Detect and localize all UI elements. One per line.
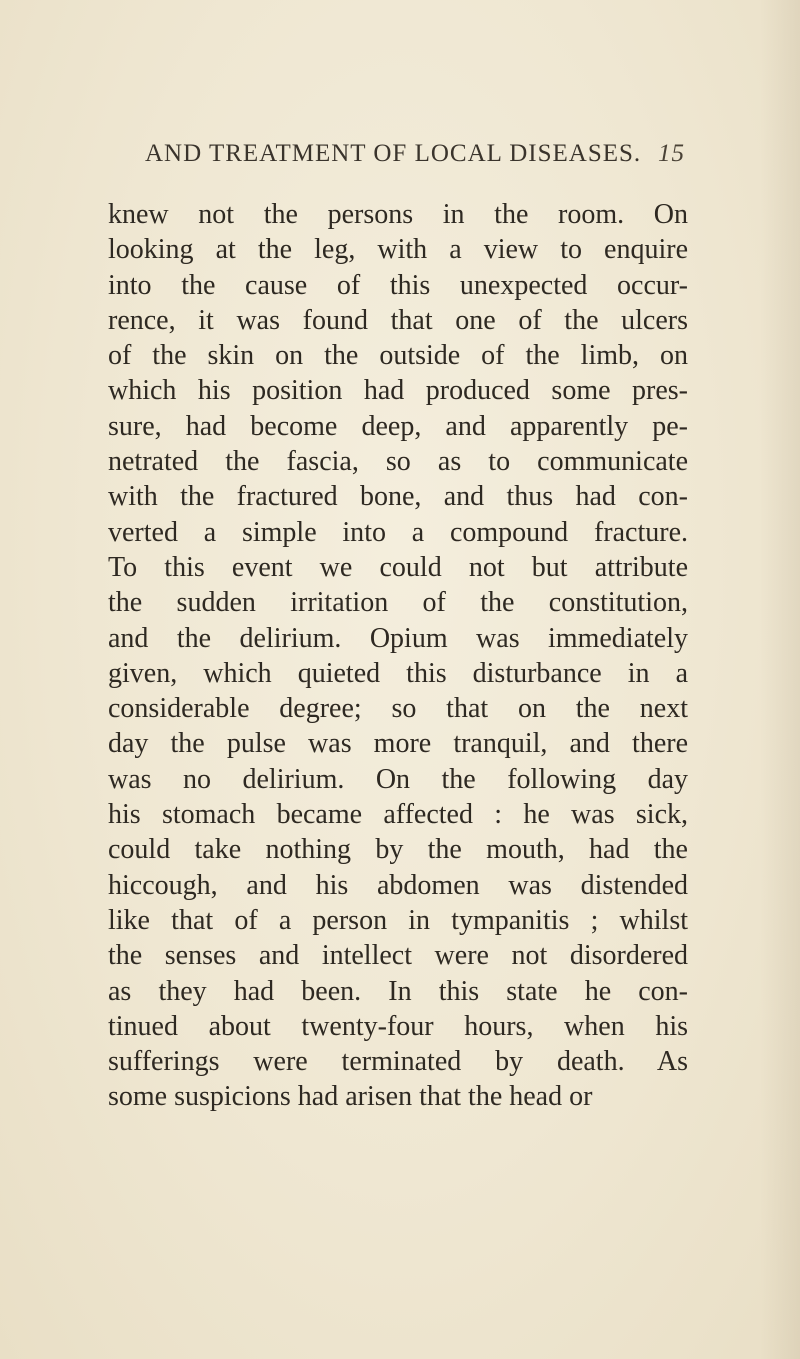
text-line: the senses and intellect were not disordered: [108, 940, 688, 972]
running-head: [145, 140, 685, 174]
text-line: hiccough, and his abdomen was distended: [108, 869, 688, 901]
text-line: and the delirium. Opium was immediately: [108, 622, 688, 654]
text-line: day the pulse was more tranquil, and there: [108, 728, 688, 760]
page-number: 15: [658, 140, 685, 167]
text-line: was no delirium. On the following day: [108, 763, 688, 795]
text-line: given, which quieted this disturbance in a: [108, 657, 688, 689]
text-line: verted a simple into a compound fracture.: [108, 516, 688, 548]
text-line: the sudden irritation of the constitution,: [108, 587, 688, 619]
text-line: could take nothing by the mouth, had the: [108, 834, 688, 866]
text-line: sure, had become deep, and apparently pe-: [108, 410, 688, 442]
text-line: considerable degree; so that on the next: [108, 693, 688, 725]
text-line: as they had been. In this state he con-: [108, 975, 688, 1007]
text-line: with the fractured bone, and thus had con-: [108, 481, 688, 513]
text-line: into the cause of this unexpected occur-: [108, 269, 688, 301]
text-line: of the skin on the outside of the limb, on: [108, 340, 688, 372]
text-line: rence, it was found that one of the ulcers: [108, 304, 688, 336]
text-line: his stomach became affected : he was sick,: [108, 799, 688, 831]
text-line: which his position had produced some pres-: [108, 375, 688, 407]
text-line: sufferings were terminated by death. As: [108, 1046, 688, 1078]
body-text: [108, 197, 688, 1115]
text-line: looking at the leg, with a view to enquire: [108, 234, 688, 266]
text-line: tinued about twenty-four hours, when his: [108, 1010, 688, 1042]
running-title: AND TREATMENT OF LOCAL DISEASES.: [145, 140, 642, 167]
text-line: like that of a person in tympanitis ; whilst: [108, 904, 688, 936]
text-line: To this event we could not but attribute: [108, 551, 688, 583]
text-line: some suspicions had arisen that the head or: [108, 1081, 593, 1113]
text-line: netrated the fascia, so as to communicate: [108, 446, 688, 478]
text-line: knew not the persons in the room. On: [108, 199, 688, 230]
